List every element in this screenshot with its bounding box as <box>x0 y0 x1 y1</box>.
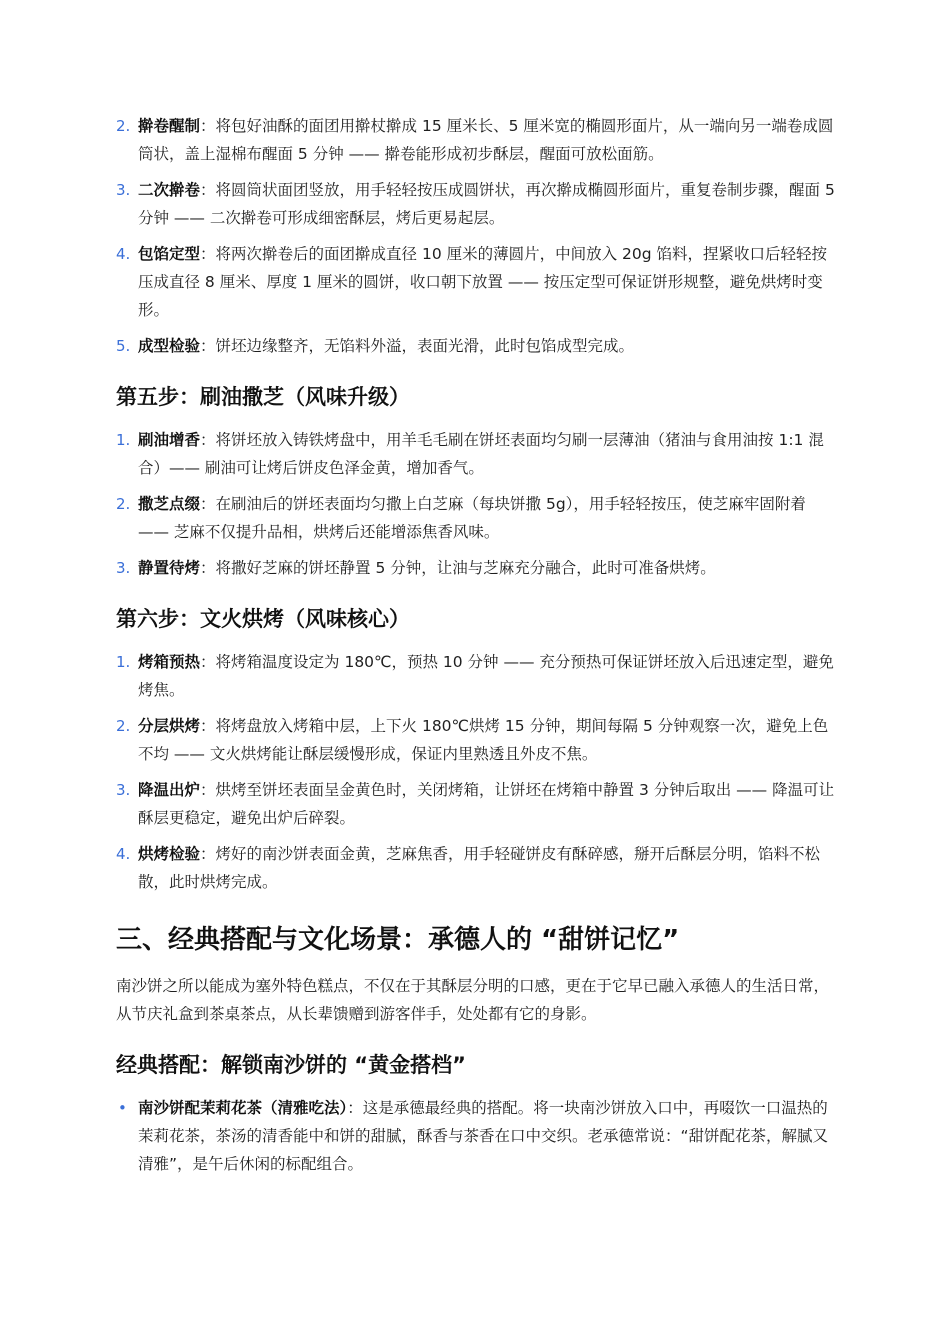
item-term: 降温出炉 <box>138 781 201 799</box>
step6-heading: 第六步：文火烘烤（风味核心） <box>116 607 410 631</box>
item-text: 烘烤至饼坯表面呈金黄色时，关闭烤箱，让饼坯在烤箱中静置 3 分钟后取出 —— 降温可让酥层更稳定，避免出炉后碎裂。 <box>138 781 835 827</box>
list-item: 2. 撒芝点缀：在刷油后的饼坯表面均匀撒上白芝麻（每块饼撒 5g），用手轻轻按压，使芝麻牢固附着 —— 芝麻不仅提升品相，烘烤后还能增添焦香风味。 <box>116 490 838 546</box>
item-text: 烤好的南沙饼表面金黄，芝麻焦香，用手轻碰饼皮有酥碎感，掰开后酥层分明，馅料不松散，此时烘烤完成。 <box>138 845 821 891</box>
item-text: 将烤箱温度设定为 180℃，预热 10 分钟 —— 充分预热可保证饼坯放入后迅速定型，避免烤焦。 <box>138 653 834 699</box>
item-text: ：这是承德最经典的搭配。将一块南沙饼放入口中，再啜饮一口温热的茉莉花茶，茶汤的清香能中和饼的甜腻，酥香与茶香在口中交织。老承德常说：“甜饼配花茶，解腻又清雅”，是午后休闲的标配组合。 <box>138 1099 829 1173</box>
list-number: 4. <box>116 845 131 863</box>
list-number: 4. <box>116 245 131 263</box>
list-item: 4. 烘烤检验：烤好的南沙饼表面金黄，芝麻焦香，用手轻碰饼皮有酥碎感，掰开后酥层分明，馅料不松散，此时烘烤完成。 <box>116 840 838 896</box>
list-item: 2. 分层烘烤：将烤盘放入烤箱中层，上下火 180℃烘烤 15 分钟，期间每隔 5 分钟观察一次，避免上色不均 —— 文火烘烤能让酥层缓慢形成，保证内里熟透且外皮不焦。 <box>116 712 838 768</box>
list-item: 3. 降温出炉：烘烤至饼坯表面呈金黄色时，关闭烤箱，让饼坯在烤箱中静置 3 分钟后取出 —— 降温可让酥层更稳定，避免出炉后碎裂。 <box>116 776 838 832</box>
pairing-heading: 经典搭配：解锁南沙饼的 “黄金搭档” <box>116 1053 466 1077</box>
list-number: 3. <box>116 559 131 577</box>
item-term: 二次擀卷 <box>138 181 201 199</box>
list-item: 2. 擀卷醒制：将包好油酥的面团用擀杖擀成 15 厘米长、5 厘米宽的椭圆形面片，从一端向另一端卷成圆筒状，盖上湿棉布醒面 5 分钟 —— 擀卷能形成初步酥层，醒面可放松面筋。 <box>116 112 838 168</box>
list-item: 1. 刷油增香：将饼坯放入铸铁烤盘中，用羊毛毛刷在饼坯表面均匀刷一层薄油（猪油与食用油按 1:1 混合）—— 刷油可让烤后饼皮色泽金黄，增加香气。 <box>116 426 838 482</box>
item-term: 包馅定型 <box>138 245 201 263</box>
item-term: 撒芝点缀 <box>138 495 201 513</box>
item-text: 将烤盘放入烤箱中层，上下火 180℃烘烤 15 分钟，期间每隔 5 分钟观察一次，避免上色不均 —— 文火烘烤能让酥层缓慢形成，保证内里熟透且外皮不焦。 <box>138 717 829 763</box>
item-term: 南沙饼配茉莉花茶（清雅吃法） <box>138 1099 348 1117</box>
bullet-dot: • <box>118 1099 127 1117</box>
item-text: 将圆筒状面团竖放，用手轻轻按压成圆饼状，再次擀成椭圆形面片，重复卷制步骤，醒面 5 分钟 —— 二次擀卷可形成细密酥层，烤后更易起层。 <box>138 181 835 227</box>
item-term: 成型检验 <box>138 337 201 355</box>
list-number: 1. <box>116 431 131 449</box>
item-term: 擀卷醒制 <box>138 117 201 135</box>
step5-list <box>116 426 838 582</box>
item-term: 烘烤检验 <box>138 845 201 863</box>
item-text: 饼坯边缘整齐，无馅料外溢，表面光滑，此时包馅成型完成。 <box>215 337 635 355</box>
list-number: 3. <box>116 781 131 799</box>
document-page <box>116 112 838 1186</box>
item-term: 烤箱预热 <box>138 653 201 671</box>
list-bake-steps-part-a <box>116 112 838 360</box>
list-number: 5. <box>116 337 131 355</box>
item-text: 将两次擀卷后的面团擀成直径 10 厘米的薄圆片，中间放入 20g 馅料，捏紧收口后轻轻按压成直径 8 厘米、厚度 1 厘米的圆饼，收口朝下放置 —— 按压定型可保证饼形规整，避免烘烤时变形。 <box>138 245 828 319</box>
step5-heading: 第五步：刷油撒芝（风味升级） <box>116 385 410 409</box>
item-text: 在刷油后的饼坯表面均匀撒上白芝麻（每块饼撒 5g），用手轻轻按压，使芝麻牢固附着 —— 芝麻不仅提升品相，烘烤后还能增添焦香风味。 <box>138 495 806 541</box>
item-text: 将撒好芝麻的饼坯静置 5 分钟，让油与芝麻充分融合，此时可准备烘烤。 <box>215 559 716 577</box>
list-number: 2. <box>116 717 131 735</box>
item-text: 将包好油酥的面团用擀杖擀成 15 厘米长、5 厘米宽的椭圆形面片，从一端向另一端卷成圆筒状，盖上湿棉布醒面 5 分钟 —— 擀卷能形成初步酥层，醒面可放松面筋。 <box>138 117 834 163</box>
list-item: 5. 成型检验：饼坯边缘整齐，无馅料外溢，表面光滑，此时包馅成型完成。 <box>116 332 838 360</box>
item-text: 将饼坯放入铸铁烤盘中，用羊毛毛刷在饼坯表面均匀刷一层薄油（猪油与食用油按 1:1 混合）—— 刷油可让烤后饼皮色泽金黄，增加香气。 <box>138 431 824 477</box>
pairing-list <box>116 1094 838 1178</box>
list-item <box>116 1094 838 1178</box>
list-number: 2. <box>116 495 131 513</box>
list-item: 3. 静置待烤：将撒好芝麻的饼坯静置 5 分钟，让油与芝麻充分融合，此时可准备烘烤。 <box>116 554 838 582</box>
step6-list <box>116 648 838 896</box>
list-number: 1. <box>116 653 131 671</box>
item-term: 刷油增香 <box>138 431 201 449</box>
list-item: 3. 二次擀卷：将圆筒状面团竖放，用手轻轻按压成圆饼状，再次擀成椭圆形面片，重复卷制步骤，醒面 5 分钟 —— 二次擀卷可形成细密酥层，烤后更易起层。 <box>116 176 838 232</box>
section3-intro: 南沙饼之所以能成为塞外特色糕点，不仅在于其酥层分明的口感，更在于它早已融入承德人的生活日常，从节庆礼盒到茶桌茶点，从长辈馈赠到游客伴手，处处都有它的身影。 <box>116 977 830 1023</box>
list-number: 3. <box>116 181 131 199</box>
list-item: 4. 包馅定型：将两次擀卷后的面团擀成直径 10 厘米的薄圆片，中间放入 20g 馅料，捏紧收口后轻轻按压成直径 8 厘米、厚度 1 厘米的圆饼，收口朝下放置 —— 按压定型可保证饼形规整，避免烘烤时变形。 <box>116 240 838 324</box>
section3-heading: 三、经典搭配与文化场景：承德人的 “甜饼记忆” <box>116 925 680 955</box>
item-term: 分层烘烤 <box>138 717 201 735</box>
item-term: 静置待烤 <box>138 559 201 577</box>
list-number: 2. <box>116 117 131 135</box>
list-item: 1. 烤箱预热：将烤箱温度设定为 180℃，预热 10 分钟 —— 充分预热可保证饼坯放入后迅速定型，避免烤焦。 <box>116 648 838 704</box>
